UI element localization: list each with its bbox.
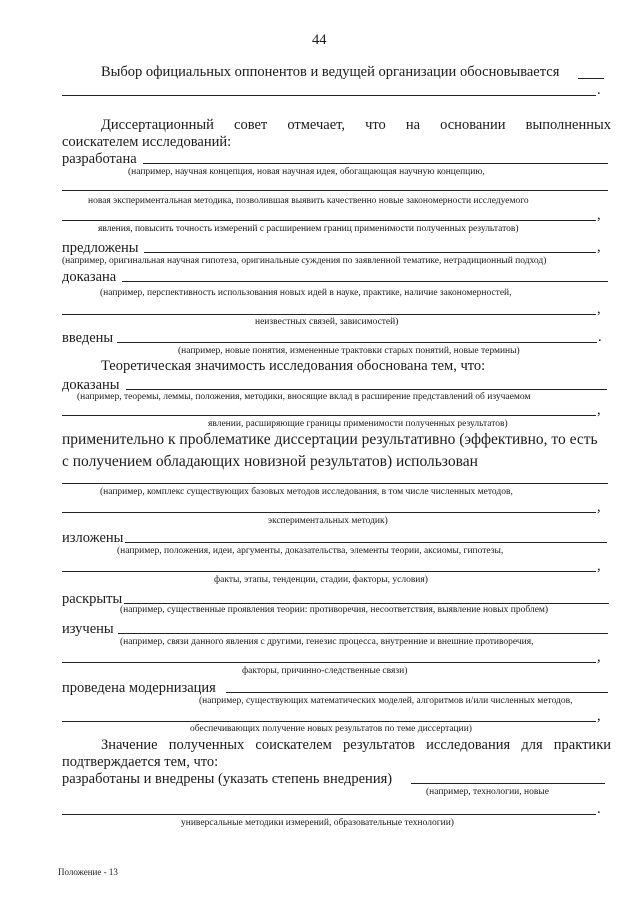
page-number: 44 — [312, 32, 327, 48]
developed-hint-3: явления, повысить точность измерений с расширением границ применимости полученных результатов) — [98, 224, 519, 234]
comma: , — [597, 499, 601, 515]
period: . — [597, 801, 601, 817]
comma: , — [597, 207, 601, 223]
modernized-hint-2: обеспечивающих получение новых результатов по теме диссертации) — [190, 724, 472, 734]
comma: , — [597, 649, 601, 665]
footer-label: Положение - 13 — [58, 867, 118, 877]
comma: , — [597, 301, 601, 317]
comma: , — [597, 558, 601, 574]
opponents-fill-line-2 — [62, 95, 596, 96]
studied-hint-2: факторы, причинно-следственные связи) — [242, 666, 408, 676]
applied-fill-line — [62, 483, 608, 484]
developed-label: разработана — [62, 151, 137, 167]
practical-text-2: подтверждается тем, что: — [62, 754, 219, 770]
revealed-fill-line — [124, 603, 609, 604]
proved-hint: (например, теоремы, леммы, положения, методики, вносящие вклад в расширение представлений об изучаемом — [77, 392, 531, 402]
developed-fill-line-2 — [62, 190, 608, 191]
proven-fill-line — [122, 281, 608, 282]
proven-label: доказана — [62, 269, 117, 285]
proven-hint-2: неизвестных связей, зависимостей) — [255, 317, 399, 327]
theory-heading: Теоретическая значимость исследования обоснована тем, что: — [101, 358, 486, 374]
implemented-fill-line — [411, 783, 605, 784]
implemented-hint: (например, технологии, новые — [426, 787, 549, 797]
implemented-label: разработаны и внедрены (указать степень внедрения) — [62, 771, 393, 787]
introduced-hint: (например, новые понятия, измененные трактовки старых понятий, новые термины) — [178, 346, 520, 356]
council-text-2: соискателем исследований: — [62, 134, 232, 150]
modernized-fill-line-2 — [62, 721, 596, 722]
proposed-label: предложены — [62, 240, 139, 256]
revealed-label: раскрыты — [62, 591, 123, 607]
proposed-hint: (например, оригинальная научная гипотеза, оригинальные суждения по заявленной тематике, нетрадиционный подход) — [62, 256, 547, 266]
period: . — [597, 82, 601, 98]
period: . — [598, 329, 602, 345]
comma: , — [597, 402, 601, 418]
modernized-hint: (например, существующих математических моделей, алгоритмов и/или численных методов, — [199, 696, 573, 706]
proved-label: доказаны — [62, 377, 120, 393]
applied-text: применительно к проблематике диссертации результативно (эффективно, то есть — [62, 431, 598, 448]
council-text: Диссертационный совет отмечает, что на основании выполненных — [101, 117, 611, 133]
developed-fill-line — [143, 163, 608, 164]
studied-label: изучены — [62, 621, 114, 637]
studied-hint: (например, связи данного явления с другими, генезис процесса, внутренние и внешние противоречия, — [120, 637, 534, 647]
stated-hint: (например, положения, идеи, аргументы, доказательства, элементы теории, аксиомы, гипотезы, — [117, 546, 504, 556]
studied-fill-line — [118, 633, 608, 634]
developed-hint: (например, научная концепция, новая научная идея, обогащающая научную концепцию, — [128, 167, 485, 177]
proved-fill-line-2 — [62, 415, 596, 416]
applied-hint: (например, комплекс существующих базовых методов исследования, в том числе численных методов, — [100, 487, 513, 497]
practical-text: Значение полученных соискателем результатов исследования для практики — [101, 737, 611, 753]
introduced-label: введены — [62, 330, 114, 346]
proved-hint-2: явлении, расширяющие границы применимости полученных результатов) — [208, 419, 508, 429]
applied-hint-2: экспериментальных методик) — [268, 516, 388, 526]
proposed-fill-line — [144, 252, 596, 253]
developed-fill-line-3 — [62, 220, 596, 221]
stated-label: изложены — [62, 530, 124, 546]
comma: , — [597, 708, 601, 724]
developed-hint-2: новая экспериментальная методика, позволившая выявить качественно новые закономерности исследуемого — [88, 196, 529, 206]
modernized-label: проведена модернизация — [62, 680, 216, 696]
opponents-fill-line — [578, 78, 604, 79]
applied-fill-line-2 — [62, 512, 596, 513]
stated-fill-line-2 — [62, 571, 596, 572]
implemented-hint-2: универсальные методики измерений, образовательные технологии) — [181, 818, 454, 828]
studied-fill-line-2 — [62, 662, 596, 663]
opponents-text: Выбор официальных оппонентов и ведущей организации обосновывается — [101, 64, 560, 80]
proven-hint: (например, перспективность использования новых идей в науке, практике, наличие закономерностей, — [100, 288, 512, 298]
introduced-fill-line — [117, 342, 597, 343]
proven-fill-line-2 — [62, 314, 596, 315]
implemented-fill-line-2 — [62, 814, 596, 815]
applied-text-2: с получением обладающих новизной результатов) использован — [62, 453, 478, 470]
modernized-fill-line — [226, 692, 608, 693]
stated-hint-2: факты, этапы, тенденции, стадии, факторы, условия) — [214, 575, 428, 585]
revealed-hint: (например, существенные проявления теории: противоречия, несоответствия, выявление новых проблем) — [120, 605, 549, 615]
comma: , — [597, 239, 601, 255]
proved-fill-line — [126, 389, 607, 390]
stated-fill-line — [125, 542, 607, 543]
